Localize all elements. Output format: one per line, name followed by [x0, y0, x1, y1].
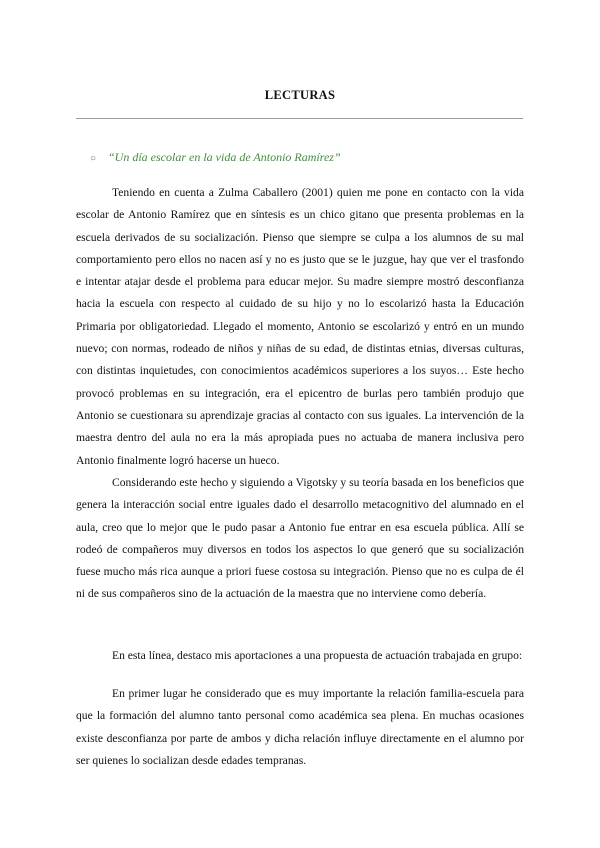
page-title: LECTURAS: [264, 88, 336, 102]
paragraph-1: Teniendo en cuenta a Zulma Caballero (2001) quien me pone en contacto con la vida escolar de Antonio Ramírez que en síntesis es un chico gitano que presenta problemas en la escuela derivados de su socialización. Pienso que siempre se culpa a los alumnos de su mal comportamiento pero ellos no nacen así y no es justo que se le juzgue, hay que ver el trasfondo e intentar atajar desde el problema para educar mejor. Su madre siempre mostró desconfianza hacia la escuela con respecto al cuidado de su hijo y no lo escolarizó hasta la Educación Primaria por obligatoriedad. Llegado el momento, Antonio se escolarizó y entró en un mundo nuevo; con normas, rodeado de niños y niñas de su edad, de distintas etnias, diversas culturas, con distintas inquietudes, con conocimientos académicos superiores a los suyos… Este hecho provocó problemas en su integración, era el epicentro de burlas pero también produjo que Antonio se cuestionara su aprendizaje gracias al contacto con sus iguales. La intervención de la maestra dentro del aula no era la más apropiada pues no actuaba de manera inclusiva pero Antonio finalmente logró hacerse un hueco.: [76, 186, 524, 467]
reading-subtitle: “Un día escolar en la vida de Antonio Ramírez”: [108, 150, 341, 164]
paragraph-2: Considerando este hecho y siguiendo a Vigotsky y su teoría basada en los beneficios que genera la interacción social entre iguales dado el desarrollo metacognitivo del alumnado en el aula, creo que lo mejor que le pudo pasar a Antonio fue entrar en esa escuela pública. Allí se rodeó de compañeros muy diversos en todos los aspectos lo que generó que su socialización fuese mucho más rica aunque a priori fuese costosa su integración. Pienso que no es culpa de él ni de sus compañeros sino de la actuación de la maestra que no interviene como debería.: [76, 476, 524, 601]
paragraph-3: En esta línea, destaco mis aportaciones a una propuesta de actuación trabajada en grupo:: [112, 649, 523, 662]
paragraph-4: En primer lugar he considerado que es muy importante la relación familia-escuela para que la formación del alumno tanto personal como académica sea plena. En muchas ocasiones existe desconfianza por parte de ambos y dicha relación influye directamente en el alumno por ser quienes lo socializan desde edades tempranas.: [76, 687, 524, 767]
subtitle-bullet-item: [90, 150, 341, 165]
title-divider: [76, 118, 523, 119]
hollow-circle-bullet-icon: ○: [90, 153, 97, 164]
